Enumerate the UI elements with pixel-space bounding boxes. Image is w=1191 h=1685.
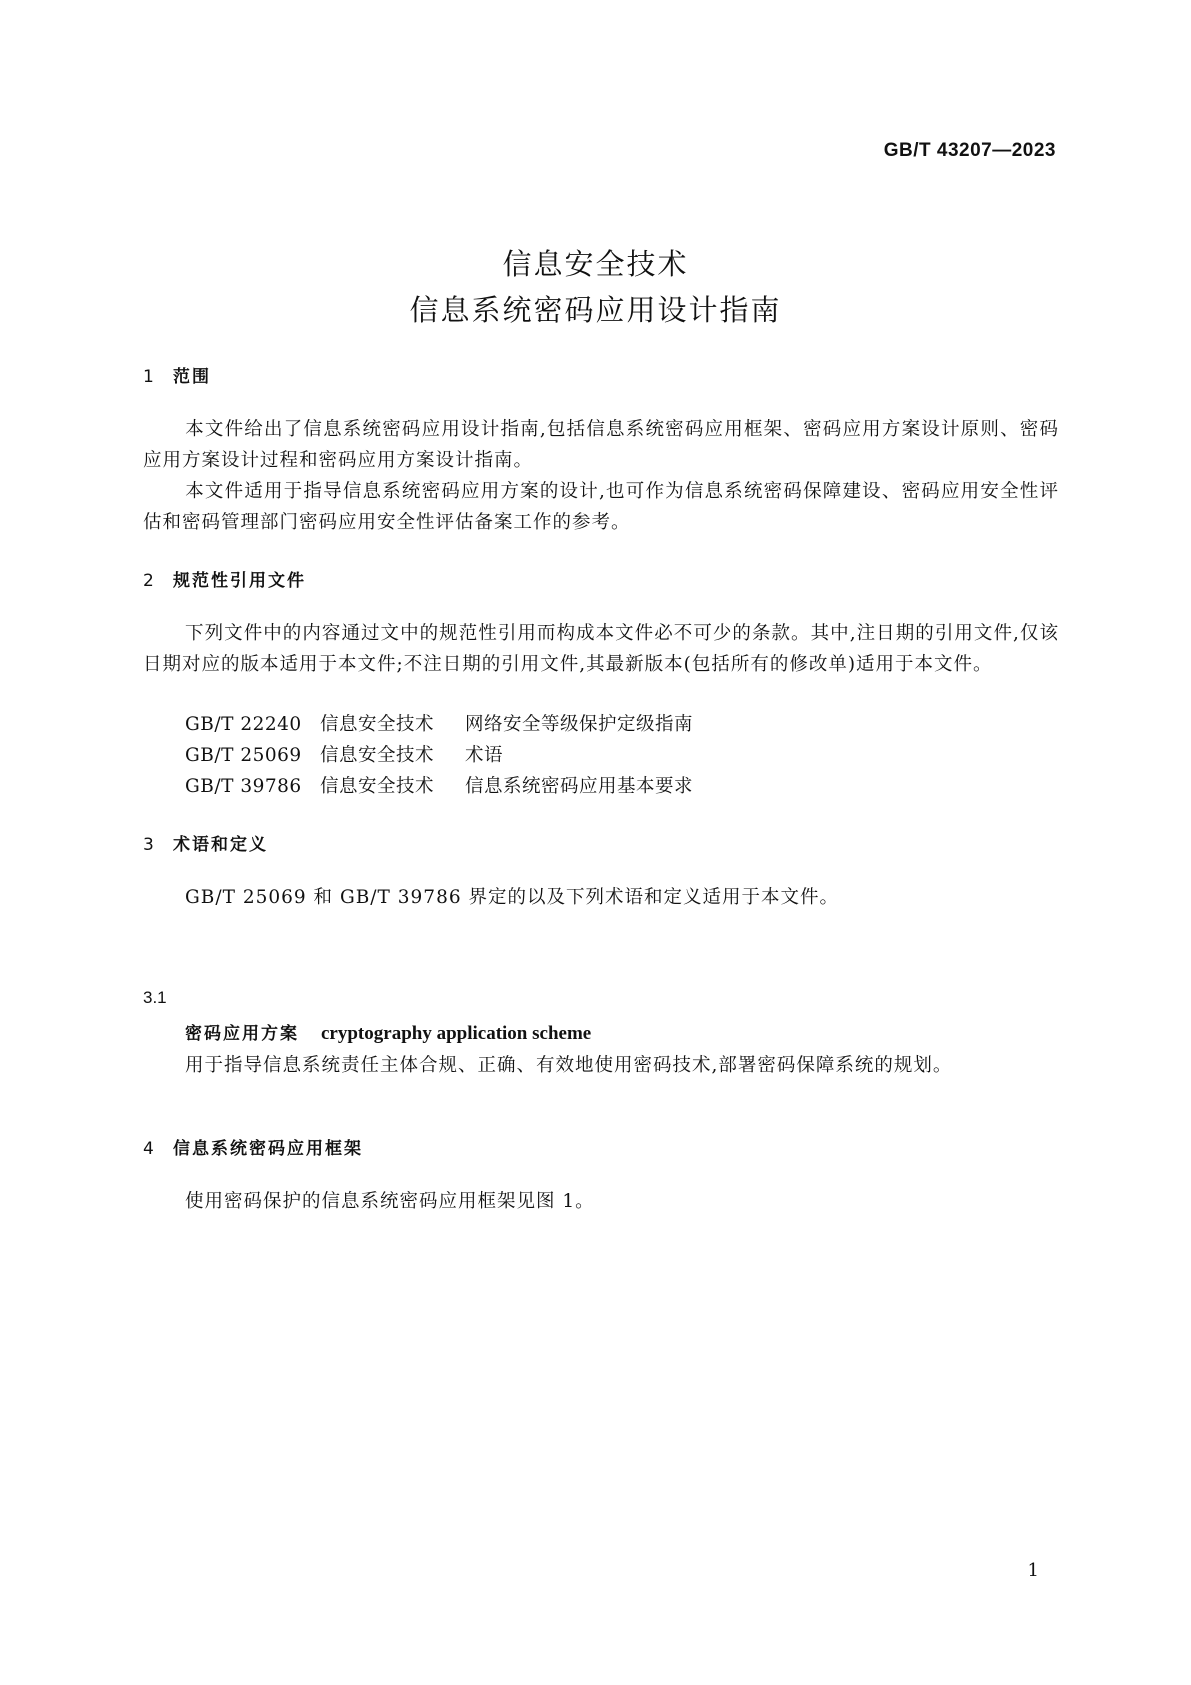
reference-code: GB/T 25069: [185, 745, 302, 766]
term-entry: [185, 1019, 591, 1045]
reference-item: [185, 710, 693, 736]
paragraph-text: 使用密码保护的信息系统密码应用框架见图 1。: [185, 1191, 595, 1212]
reference-item: [185, 772, 693, 798]
paragraph-text: 下列文件中的内容通过文中的规范性引用而构成本文件必不可少的条款。其中,注日期的引用文件,仅该日期对应的版本适用于本文件;不注日期的引用文件,其最新版本(包括所有的修改单)适用于本文件。: [143, 623, 1059, 675]
paragraph-text: GB/T 25069 和 GB/T 39786 界定的以及下列术语和定义适用于本文件。: [185, 887, 839, 908]
reference-group: 信息安全技术: [320, 776, 435, 797]
reference-code: GB/T 22240: [185, 714, 302, 735]
term-english: cryptography application scheme: [321, 1023, 592, 1044]
term-definition: [185, 1050, 1059, 1081]
section-title: 规范性引用文件: [173, 571, 306, 591]
section-1-heading: [143, 362, 211, 387]
paragraph-text: 本文件适用于指导信息系统密码应用方案的设计,也可作为信息系统密码保障建设、密码应用安全性评估和密码管理部门密码应用安全性评估备案工作的参考。: [143, 481, 1059, 533]
paragraph: [143, 414, 1059, 476]
section-number: 4: [143, 1139, 156, 1159]
section-number: 1: [143, 367, 156, 387]
reference-item: [185, 741, 503, 767]
page-number: 1: [1027, 1560, 1039, 1581]
paragraph: [143, 476, 1059, 538]
term-chinese: 密码应用方案: [185, 1024, 299, 1044]
section-title: 术语和定义: [173, 835, 268, 855]
section-3-heading: [143, 830, 268, 855]
reference-group: 信息安全技术: [320, 745, 435, 766]
section-4-heading: [143, 1134, 363, 1159]
paragraph-text: 本文件给出了信息系统密码应用设计指南,包括信息系统密码应用框架、密码应用方案设计原则、密码应用方案设计过程和密码应用方案设计指南。: [143, 419, 1059, 471]
paragraph: [143, 882, 1059, 913]
reference-group: 信息安全技术: [320, 714, 435, 735]
reference-title: 网络安全等级保护定级指南: [465, 714, 694, 735]
section-number: 3: [143, 835, 156, 855]
reference-title: 术语: [465, 745, 504, 766]
section-title: 信息系统密码应用框架: [173, 1139, 363, 1159]
document-title-line-2: 信息系统密码应用设计指南: [409, 293, 782, 327]
document-title-line-1: 信息安全技术: [502, 247, 689, 281]
standard-number: GB/T 43207—2023: [883, 140, 1056, 161]
term-number: 3.1: [143, 988, 167, 1007]
paragraph: [143, 1186, 1059, 1217]
section-number: 2: [143, 571, 156, 591]
section-title: 范围: [173, 367, 211, 387]
reference-code: GB/T 39786: [185, 776, 302, 797]
paragraph-text: 用于指导信息系统责任主体合规、正确、有效地使用密码技术,部署密码保障系统的规划。: [185, 1055, 953, 1076]
paragraph: [143, 618, 1059, 680]
section-2-heading: [143, 566, 306, 591]
reference-title: 信息系统密码应用基本要求: [465, 776, 694, 797]
